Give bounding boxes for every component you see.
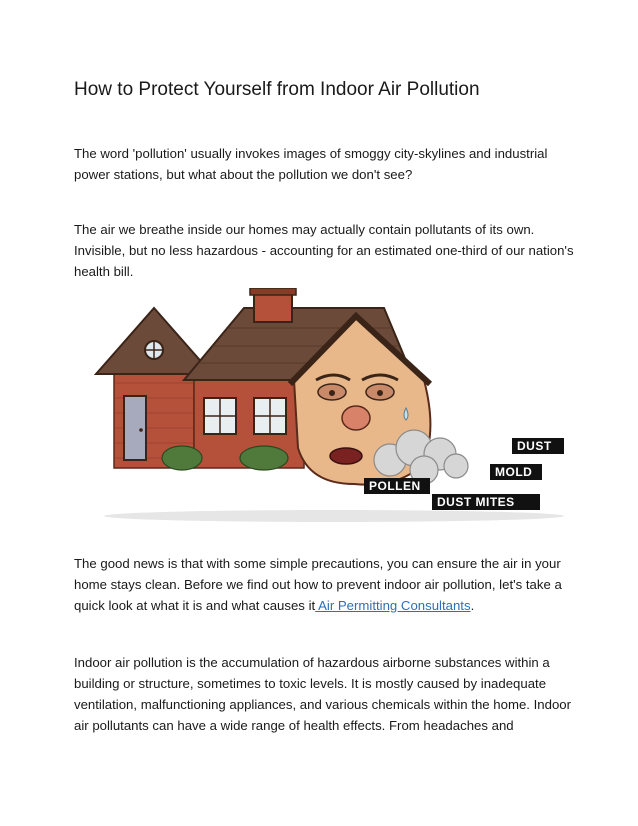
label-dust-mites-text: DUST MITES bbox=[437, 495, 515, 509]
intro-paragraph: The word 'pollution' usually invokes images of smoggy city-skylines and industrial power stations, but what about the pollution we don't see? bbox=[74, 146, 548, 182]
bush-left bbox=[162, 446, 202, 470]
label-dust bbox=[512, 438, 564, 454]
label-dust-text: DUST bbox=[517, 439, 552, 453]
label-mold-text: MOLD bbox=[495, 465, 533, 479]
air-permitting-consultants-link[interactable]: Air Permitting Consultants bbox=[315, 598, 471, 613]
good-news-text: The good news is that with some simple precautions, you can ensure the air in your home stays clean. Before we find out how to prevent indoor air pollution, let's take a quick look at what it is and what causes it bbox=[74, 556, 562, 613]
label-pollen-text: POLLEN bbox=[369, 479, 421, 493]
ground-shadow bbox=[104, 510, 564, 522]
label-dust-mites bbox=[432, 494, 540, 510]
sick-house-illustration bbox=[94, 288, 584, 524]
bush-right bbox=[240, 446, 288, 470]
label-mold bbox=[490, 464, 542, 480]
good-news-paragraph bbox=[74, 553, 574, 616]
nose bbox=[342, 406, 370, 430]
window-right bbox=[254, 398, 286, 434]
label-pollen bbox=[364, 478, 430, 494]
definition-paragraph: Indoor air pollution is the accumulation of hazardous airborne substances within a building or structure, sometimes to toxic levels. It is mostly caused by inadequate ventilation, malfunctioning appliances, and various chemicals within the home. Indoor air pollutants can have a wide range of health effects. From headaches and bbox=[74, 655, 572, 733]
page-title: How to Protect Yourself from Indoor Air Pollution bbox=[74, 79, 480, 100]
sick-house-drawing bbox=[94, 288, 584, 524]
mouth bbox=[330, 448, 362, 464]
chimney bbox=[254, 292, 292, 322]
front-door bbox=[124, 396, 146, 460]
good-news-period: . bbox=[470, 598, 475, 613]
indoor-air-paragraph: The air we breathe inside our homes may actually contain pollutants of its own. Invisible, but no less hazardous - accounting for an estimated one-third of our nation's health bill. bbox=[74, 222, 574, 279]
window-left bbox=[204, 398, 236, 434]
